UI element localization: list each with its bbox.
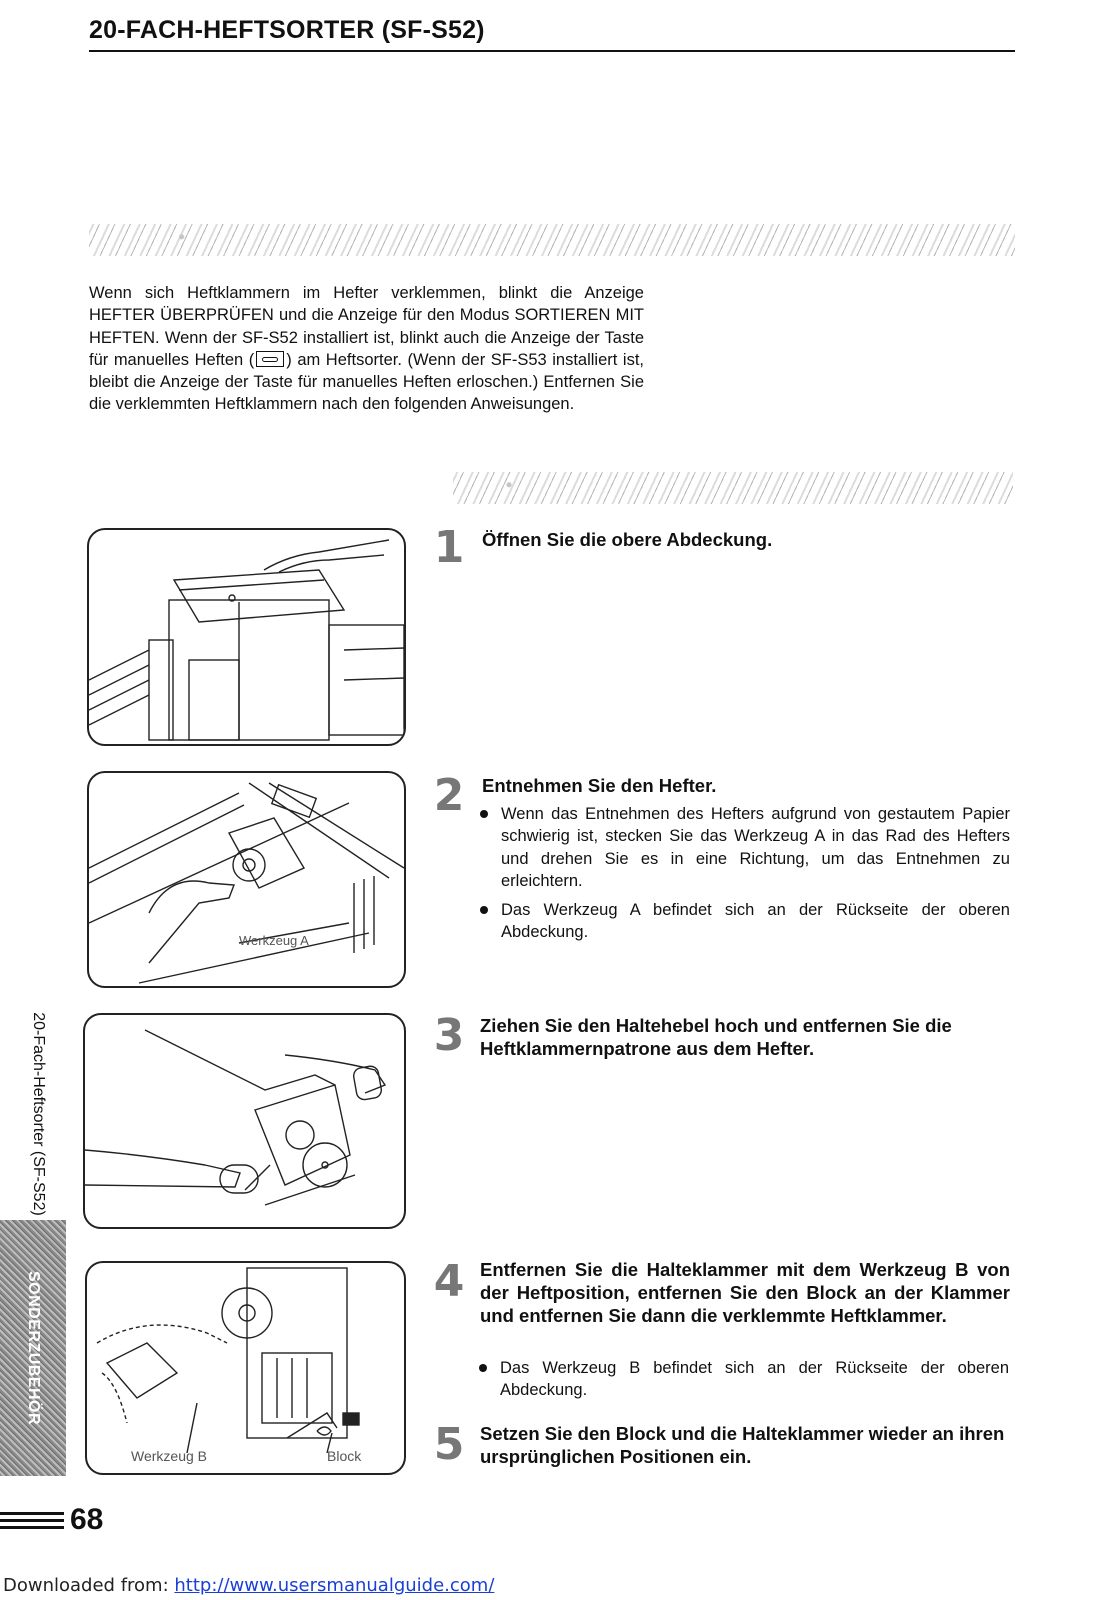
step-2-note-2: Das Werkzeug A befindet sich an der Rückseite der oberen Abdeckung. xyxy=(479,899,1010,944)
illustration-remove-stapler xyxy=(87,771,406,988)
step-title-5: Setzen Sie den Block und die Halteklammer wieder an ihren ursprünglichen Positionen ein. xyxy=(480,1423,1005,1467)
intro-paragraph xyxy=(89,282,644,416)
step-number-1: 1 xyxy=(433,522,465,573)
step-number-2: 2 xyxy=(433,770,465,821)
step-title-2: Entnehmen Sie den Hefter. xyxy=(482,775,717,796)
step-title-3: Ziehen Sie den Haltehebel hoch und entfernen Sie die Heftklammernpatrone aus dem Hefter. xyxy=(480,1015,952,1059)
step-number-4: 4 xyxy=(433,1256,465,1307)
label-block: Block xyxy=(327,1448,362,1464)
cartridge-removal-drawing xyxy=(85,1015,404,1227)
step-2-notes xyxy=(479,803,1010,949)
intro-text-2: ) am Heftsorter. (Wenn der SF-S53 installiert ist, bleibt die Anzeige der Taste für manuelles Heften erloschen.) Entfernen Sie die verklemmten Heftklammern nach den folgenden Anweisungen. xyxy=(89,350,644,414)
section-side-label-text: 20-Fach-Heftsorter (SF-S52) xyxy=(30,1012,47,1216)
footer-prefix: Downloaded from: xyxy=(3,1575,169,1596)
step-number-5: 5 xyxy=(433,1419,465,1470)
step-number-3: 3 xyxy=(433,1010,465,1061)
chapter-tab xyxy=(0,1220,66,1476)
jammed-staple-removal-drawing xyxy=(87,1263,404,1473)
manual-staple-key-icon xyxy=(256,351,284,367)
step-title-4: Entfernen Sie die Halteklammer mit dem Werkzeug B von der Heftposition, entfernen Sie den Block an der Klammer und entfernen Sie dann die verklemmte Heftklammer. xyxy=(480,1259,1010,1326)
stapler-removal-drawing xyxy=(89,773,404,986)
title-rule xyxy=(89,50,1015,52)
section-side-label xyxy=(26,998,50,1230)
illustration-remove-jammed-staple xyxy=(85,1261,406,1475)
chapter-tab-text: SONDERZUBEHÖR xyxy=(25,1270,42,1426)
footer-link[interactable]: http://www.usersmanualguide.com/ xyxy=(174,1575,495,1596)
illustration-open-cover xyxy=(87,528,406,746)
page-number-rule xyxy=(0,1512,64,1515)
step-4-note-1: Das Werkzeug B befindet sich an der Rückseite der oberen Abdeckung. xyxy=(478,1357,1009,1402)
label-tool-b: Werkzeug B xyxy=(131,1448,207,1464)
subsection-banner xyxy=(453,472,1013,504)
page-number: 68 xyxy=(70,1503,104,1536)
download-footer xyxy=(3,1575,494,1596)
step-title-1: Öffnen Sie die obere Abdeckung. xyxy=(482,529,773,550)
sorter-open-cover-drawing xyxy=(89,530,404,744)
step-2-note-1: Wenn das Entnehmen des Hefters aufgrund von gestautem Papier schwierig ist, stecken Sie das Werkzeug A in das Rad des Hefters und drehen Sie es in eine Richtung, um das Entnehmen zu erleichtern. xyxy=(479,803,1010,893)
intro-text-1: Wenn sich Heftklammern im Hefter verklemmen, blinkt die Anzeige HEFTER ÜBERPRÜFEN und die Anzeige für den Modus SORTIEREN MIT HEFTEN. Wenn der SF-S52 installiert ist, blinkt auch die Anzeige der Taste für manuelles Heften ( xyxy=(89,284,644,369)
page-title: 20-FACH-HEFTSORTER (SF-S52) xyxy=(89,16,485,44)
label-tool-a: Werkzeug A xyxy=(239,933,309,948)
section-banner xyxy=(89,224,1015,256)
page-number-rule xyxy=(0,1526,64,1529)
page-number-rule xyxy=(0,1519,64,1522)
step-4-notes xyxy=(478,1357,1009,1408)
illustration-remove-cartridge xyxy=(83,1013,406,1229)
